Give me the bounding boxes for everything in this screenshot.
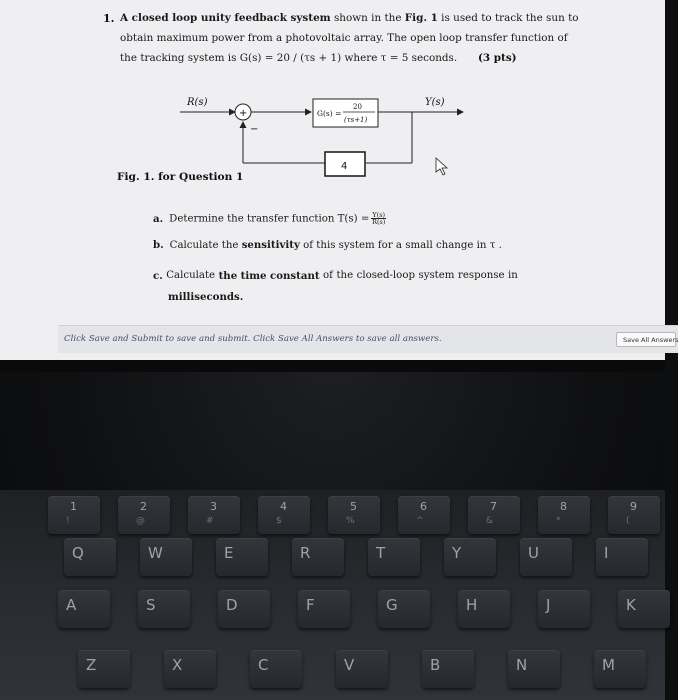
part-c-word: in — [508, 270, 518, 281]
key-label: J — [546, 596, 551, 614]
key-shift-label: # — [206, 516, 214, 526]
part-c-word: response — [457, 270, 505, 281]
key-label: S — [146, 596, 156, 614]
key-label: K — [626, 596, 636, 614]
key-shift-label: $ — [276, 516, 282, 526]
key-f[interactable] — [298, 590, 350, 628]
part-c-word: system — [418, 270, 455, 281]
screen-bezel — [0, 360, 665, 372]
part-b-keyword: sensitivity — [241, 239, 300, 251]
key-label: T — [376, 544, 386, 562]
key-label: X — [172, 656, 183, 674]
part-c-word: of — [323, 270, 333, 281]
key-shift-label: ^ — [416, 516, 424, 526]
key-e[interactable] — [216, 538, 268, 576]
key-k[interactable] — [618, 590, 670, 628]
key-s[interactable] — [138, 590, 190, 628]
key-g[interactable] — [378, 590, 430, 628]
key-9[interactable] — [608, 496, 660, 534]
fraction-denominator: R(s) — [372, 218, 386, 226]
sum-plus-sign: + — [239, 108, 248, 119]
key-y[interactable] — [444, 538, 496, 576]
key-i[interactable] — [596, 538, 648, 576]
key-5[interactable] — [328, 496, 380, 534]
key-a[interactable] — [58, 590, 110, 628]
part-c-word: constant — [270, 270, 320, 282]
question-line-1 — [120, 12, 579, 24]
key-label: 6 — [420, 500, 427, 513]
key-h[interactable] — [458, 590, 510, 628]
plant-denominator: (τs+1) — [344, 116, 368, 124]
key-shift-label: % — [346, 516, 355, 526]
key-label: 5 — [350, 500, 357, 513]
footer-instruction: Click Save and Submit to save and submit. Click Save All Answers to save all answers. — [64, 334, 442, 344]
laptop-keyboard-area — [0, 360, 665, 700]
mouse-cursor-icon — [436, 158, 447, 175]
key-w[interactable] — [140, 538, 192, 576]
key-label: V — [344, 656, 355, 674]
key-label: 9 — [630, 500, 637, 513]
key-u[interactable] — [520, 538, 572, 576]
keyboard — [0, 490, 665, 700]
key-shift-label: * — [556, 516, 561, 526]
key-shift-label: ! — [66, 516, 70, 526]
key-shift-label: & — [486, 516, 494, 526]
key-shift-label: @ — [136, 516, 145, 526]
key-label: 4 — [280, 500, 287, 513]
key-label: G — [386, 596, 398, 614]
key-r[interactable] — [292, 538, 344, 576]
key-label: 7 — [490, 500, 497, 513]
key-3[interactable] — [188, 496, 240, 534]
key-label: I — [604, 544, 609, 562]
part-a-text: Determine the transfer function T(s) = — [169, 213, 370, 225]
key-label: E — [224, 544, 234, 562]
key-label: 1 — [70, 500, 77, 513]
key-j[interactable] — [538, 590, 590, 628]
key-label: W — [148, 544, 163, 562]
plant-numerator: 20 — [353, 103, 362, 111]
question-number: 1. — [103, 12, 115, 25]
key-8[interactable] — [538, 496, 590, 534]
key-label: F — [306, 596, 315, 614]
key-label: Z — [86, 656, 97, 674]
key-v[interactable] — [336, 650, 388, 688]
key-x[interactable] — [164, 650, 216, 688]
key-label: B — [430, 656, 441, 674]
part-b-text: Calculate the — [169, 240, 242, 251]
part-c-word: closed-loop — [356, 270, 415, 281]
part-c-label: c. — [153, 270, 163, 282]
key-d[interactable] — [218, 590, 270, 628]
key-label: D — [226, 596, 238, 614]
key-label: H — [466, 596, 478, 614]
part-c-word: the — [218, 270, 238, 282]
footer-bar — [58, 325, 678, 353]
question-line-3: the tracking system is G(s) = 20 / (τs + 1) where τ = 5 seconds. — [120, 52, 458, 64]
key-label: 3 — [210, 500, 217, 513]
key-label: M — [602, 656, 615, 674]
part-c-continuation: milliseconds. — [168, 291, 244, 303]
part-b-text: of this system for a small change in τ . — [299, 240, 502, 251]
question-line-2: obtain maximum power from a photovoltaic array. The open loop transfer function of — [120, 32, 568, 44]
part-b — [153, 239, 502, 251]
transfer-fraction — [371, 212, 386, 225]
key-label: 8 — [560, 500, 567, 513]
key-label: 2 — [140, 500, 147, 513]
key-t[interactable] — [368, 538, 420, 576]
key-c[interactable] — [250, 650, 302, 688]
key-label: Q — [72, 544, 84, 562]
fraction-numerator: Y(s) — [372, 211, 386, 219]
part-c-word: time — [240, 270, 267, 282]
plant-label: G(s) = — [317, 109, 342, 118]
save-all-answers-button[interactable]: Save All Answers — [616, 332, 676, 347]
sum-minus-sign: − — [250, 124, 259, 135]
figure-reference: Fig. 1 — [404, 12, 438, 24]
key-label: Y — [452, 544, 462, 562]
key-label: U — [528, 544, 539, 562]
points-label: (3 pts) — [478, 52, 517, 64]
key-1[interactable] — [48, 496, 100, 534]
key-b[interactable] — [422, 650, 474, 688]
key-7[interactable] — [468, 496, 520, 534]
feedback-gain: 4 — [341, 161, 348, 172]
part-a — [153, 212, 386, 225]
part-c-word: the — [336, 270, 354, 281]
key-6[interactable] — [398, 496, 450, 534]
key-q[interactable] — [64, 538, 116, 576]
key-label: C — [258, 656, 269, 674]
key-4[interactable] — [258, 496, 310, 534]
question-emphasis: A closed loop unity feedback system — [120, 12, 331, 24]
part-b-label: b. — [153, 239, 164, 251]
output-label: Y(s) — [425, 97, 445, 108]
key-label: N — [516, 656, 528, 674]
question-text: shown in the — [330, 12, 405, 24]
input-label: R(s) — [187, 97, 208, 108]
key-label: R — [300, 544, 311, 562]
key-2[interactable] — [118, 496, 170, 534]
key-z[interactable] — [78, 650, 130, 688]
key-shift-label: ( — [626, 516, 630, 526]
key-label: A — [66, 596, 77, 614]
figure-caption: Fig. 1. for Question 1 — [117, 171, 244, 183]
part-a-label: a. — [153, 212, 164, 225]
part-c — [153, 270, 518, 282]
key-n[interactable] — [508, 650, 560, 688]
question-text: is used to track the sun to — [437, 12, 579, 24]
part-c-word: Calculate — [166, 270, 216, 281]
key-m[interactable] — [594, 650, 646, 688]
